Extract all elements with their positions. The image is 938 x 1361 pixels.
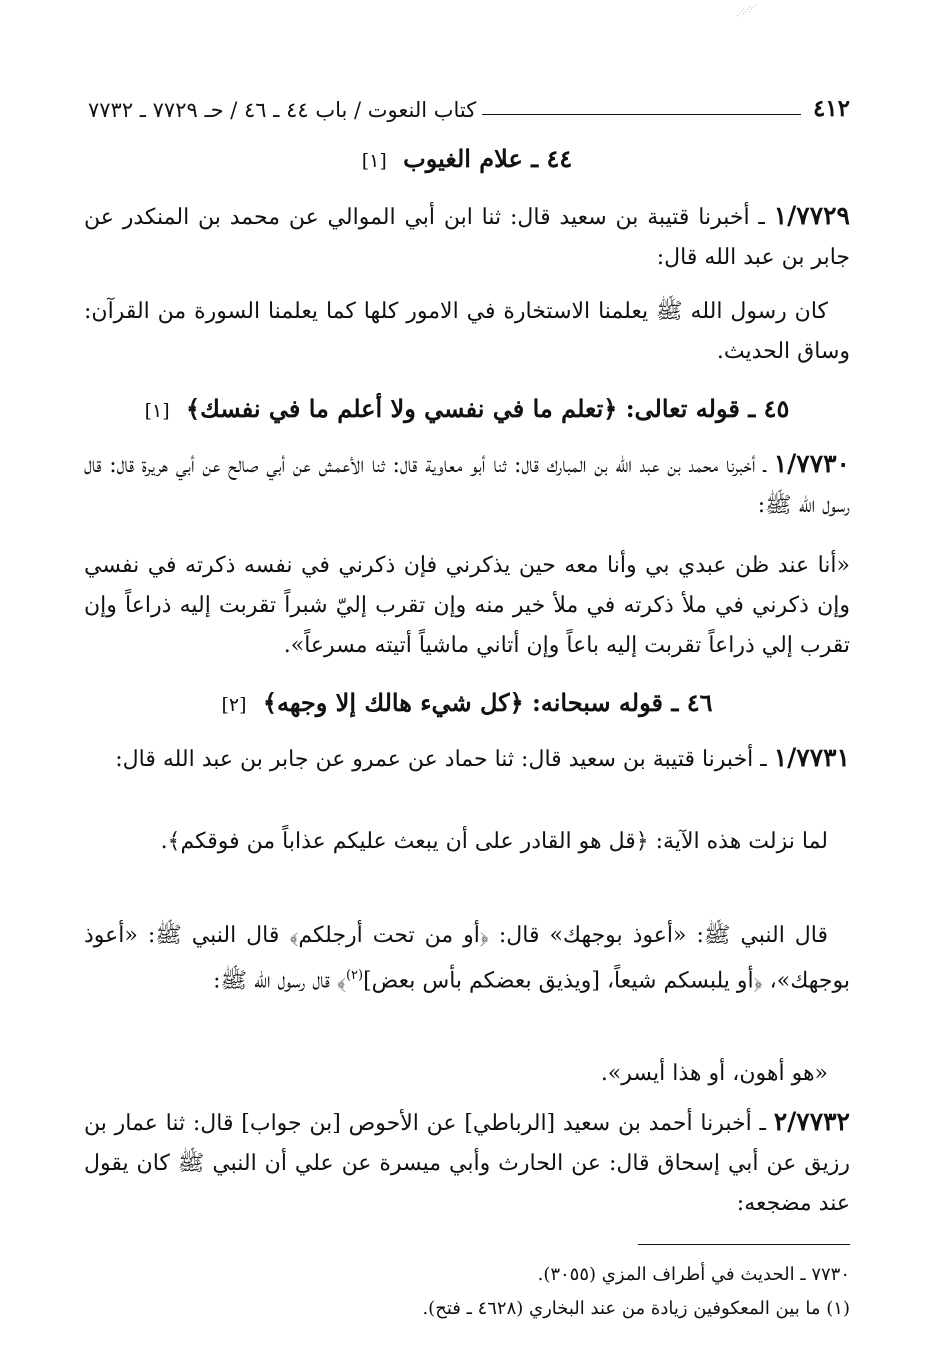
hadith-isnad: ـ أخبرنا أحمد بن سعيد [الرباطي] عن الأحوص [بن جواب] قال: ثنا عمار بن رزيق عن أبي إسحاق قال: عن الحارث وأبي ميسرة عن علي أن النبي ﷺ كان يقول عند مضجعه:: [84, 1111, 850, 1216]
header-rule: [482, 113, 801, 115]
hadith-number: ١/٧٧٣١: [773, 743, 850, 772]
hadith-matn-end: ﴾ قال رسول الله ﷺ:: [213, 968, 346, 994]
footnote-separator: [638, 1244, 850, 1245]
hadith-7731-isnad: [84, 738, 850, 780]
hadith-7729-isnad: [84, 196, 850, 278]
hadith-isnad: ـ أخبرنا محمد بن عبد الله بن المبارك قال: ثنا أبو معاوية قال: ثنا الأعمش عن أبي صالح عن أبي هريرة قال: قال رسول الله ﷺ:: [84, 453, 850, 518]
hadith-7731-text-1: [84, 822, 850, 862]
chapter-heading-46: [84, 686, 850, 722]
chapter-title: ٤٥ ـ قوله تعالى: ﴿تعلم ما في نفسي ولا أعلم ما في نفسك﴾: [186, 394, 790, 423]
hadith-number: ١/٧٧٢٩: [773, 201, 850, 230]
hadith-isnad: ـ أخبرنا قتيبة بن سعيد قال: ثنا ابن أبي الموالي عن محمد بن المنكدر عن جابر بن عبد الله قال:: [84, 205, 850, 270]
page-number: ٤١٢: [812, 95, 850, 122]
hadith-number: ٢/٧٧٣٢: [773, 1107, 850, 1136]
chapter-title: ٤٦ ـ قوله سبحانه: ﴿كل شيء هالك إلا وجهه﴾: [262, 688, 713, 717]
hadith-7730-isnad: [84, 444, 850, 526]
hadith-7732-isnad: [84, 1102, 850, 1224]
chapter-heading-45: [84, 392, 850, 428]
hadith-matn: قال النبي ﷺ: «أعوذ بوجهك» قال: ﴿أو من تحت أرجلكم﴾ قال النبي ﷺ: «أعوذ بوجهك»، ﴿أو يلبسكم شيعاً، [ويذيق بعضكم بأس بعض]: [84, 923, 850, 994]
footnote-text: ٧٧٣٠ ـ الحديث في أطراف المزي (٣٠٥٥).: [537, 1264, 850, 1285]
footnote-2: [90, 1296, 850, 1322]
hadith-matn: لما نزلت هذه الآية: ﴿قل هو القادر على أن يبعث عليكم عذاباً من فوقكم﴾.: [160, 829, 828, 854]
hadith-7729-text: [84, 292, 850, 372]
footnote-1: [90, 1262, 850, 1288]
hadith-7730-text: [84, 546, 850, 666]
hadith-7731-text-3: [84, 1054, 850, 1094]
hadith-isnad: ـ أخبرنا قتيبة بن سعيد قال: ثنا حماد عن عمرو عن جابر بن عبد الله قال:: [115, 747, 774, 772]
chapter-title: ٤٤ ـ علام الغيوب: [403, 144, 573, 173]
chapter-ref: [٢]: [221, 694, 247, 716]
chapter-ref: [١]: [144, 400, 170, 422]
chapter-ref: [١]: [361, 150, 387, 172]
footnote-marker: (٢): [345, 968, 364, 983]
hadith-matn: كان رسول الله ﷺ يعلمنا الاستخارة في الامور كلها كما يعلمنا السورة من القرآن: وساق الحديث.: [84, 299, 850, 364]
scan-speck-mark: [735, 2, 775, 18]
hadith-matn: «أنا عند ظن عبدي بي وأنا معه حين يذكرني فإن ذكرني في نفسه ذكرته في نفسي وإن ذكرني في ملأ ذكرته في ملأ خير منه وإن تقرب إليّ شبراً تقربت إليه ذراعاً وإن تقرب إلي ذراعاً تقربت إليه باعاً وإن أتاني ماشياً أتيته مسرعاً».: [84, 553, 850, 658]
running-header: [88, 88, 850, 122]
footnote-text: (١) ما بين المعكوفين زيادة من عند البخاري (٤٦٢٨ ـ فتح).: [422, 1298, 850, 1319]
hadith-7731-text-2: [84, 916, 850, 1001]
hadith-matn: «هو أهون، أو هذا أيسر».: [600, 1061, 828, 1086]
running-title: كتاب النعوت / باب ٤٤ ـ ٤٦ / حـ ٧٧٢٩ ـ ٧٧٣٢: [88, 98, 477, 122]
chapter-heading-44: [84, 142, 850, 178]
hadith-number: ١/٧٧٣٠: [773, 449, 850, 478]
